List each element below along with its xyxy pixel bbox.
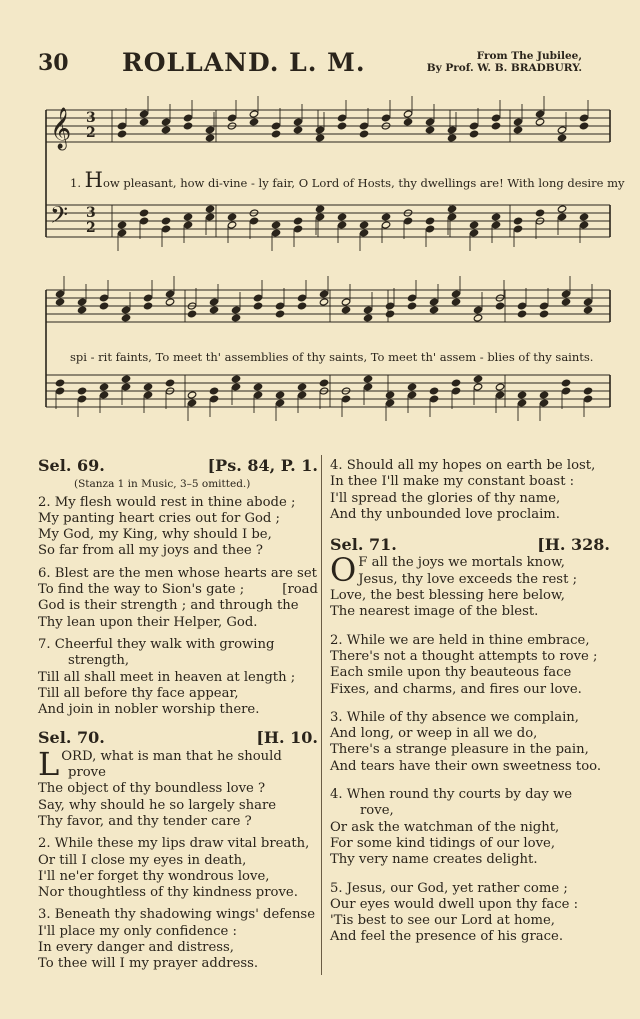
left-column (38, 458, 318, 973)
svg-text:3: 3 (86, 110, 96, 126)
selection-reference: [H. 328. (537, 535, 610, 555)
selection-title: Sel. 69. (38, 456, 105, 475)
selection-70-heading (38, 730, 318, 746)
svg-text:𝄞: 𝄞 (50, 108, 72, 149)
column-divider (321, 455, 322, 975)
stanza-2: 2. My flesh would rest in thine abode ; My panting heart cries out for God ; My God, my King, why should I be, So far from all my joys and thee ? (38, 494, 296, 559)
music-score (0, 0, 640, 450)
credit-source: From The Jubilee, (476, 50, 582, 62)
stanza-3: 3. While of thy absence we complain, And long, or weep in all we do, There's a strange pleasure in the pain, And tears have their own sweetness too. (330, 709, 602, 774)
tune-title: ROLLAND. L. M. (122, 48, 366, 77)
stanza-1: L ORD, what is man that he should prove The object of thy boundless love ? Say, why should he so largely share Thy favor, and thy tender care ? (38, 744, 282, 829)
stanza-5: 5. Jesus, our God, yet rather come ; Our eyes would dwell upon thy face : 'Tis best to see our Lord at home, And feel the presence of his grace. (330, 880, 579, 945)
svg-text:𝄢: 𝄢 (50, 201, 69, 234)
stanza-note: (Stanza 1 in Music, 3–5 omitted.) (74, 478, 251, 491)
lyric-line-2: spi - rit faints, To meet th' assemblies of thy saints, To meet th' assem - blies of thy saints. (70, 350, 594, 364)
selection-69-heading (38, 458, 318, 474)
lyric-drop-cap: H (84, 168, 103, 192)
selection-71-heading (330, 537, 610, 553)
stanza-7: 7. Cheerful they walk with growing strength, Till all shall meet in heaven at length ; Till all before thy face appear, And join in nobler worship there. (38, 636, 296, 718)
stanza-2: 2. While we are held in thine embrace, There's not a thought attempts to rove ; Each smile upon thy beauteous face Fixes, and charms, and fires our love. (330, 632, 598, 697)
page-number: 30 (38, 50, 69, 76)
drop-cap: L (38, 744, 60, 783)
selection-title: Sel. 71. (330, 535, 397, 555)
selection-reference: [H. 10. (256, 728, 318, 748)
selection-reference: [Ps. 84, P. 1. (207, 456, 318, 475)
svg-text:3: 3 (86, 205, 96, 221)
svg-text:2: 2 (86, 125, 96, 141)
stanza-4b: 4. When round thy courts by day we rove, Or ask the watchman of the night, For some kind tidings of our love, Thy very name creates delight. (330, 787, 573, 868)
credit-composer: By Prof. W. B. BRADBURY. (426, 62, 582, 74)
svg-text:2: 2 (86, 220, 96, 236)
stanza-2b: 2. While these my lips draw vital breath, Or till I close my eyes in death, I'll ne'er forget thy wondrous love, Nor thoughtless of thy kindness prove. (38, 836, 310, 901)
drop-cap: O (330, 551, 357, 590)
selection-title: Sel. 70. (38, 728, 105, 748)
stanza-6: 6. Blest are the men whose hearts are set To find the way to Sion's gate ; [road God is their strength ; and through the Thy lean upon their Helper, God. (38, 565, 318, 630)
stanza-1: O F all the joys we mortals know, Jesus, thy love exceeds the rest ; Love, the best blessing here below, The nearest image of the blest. (330, 551, 578, 620)
lyric-line-1: 1. How pleasant, how di-vine - ly fair, O Lord of Hosts, thy dwellings are! With long desire my (70, 168, 625, 192)
right-column (330, 458, 610, 946)
stanza-4: 4. Should all my hopes on earth be lost, In thee I'll make my constant boast : I'll spread the glories of thy name, And thy unbounded love proclaim. (330, 458, 596, 522)
stanza-3: 3. Beneath thy shadowing wings' defense I'll place my only confidence : In every danger and distress, To thee will I my prayer address. (38, 907, 316, 972)
